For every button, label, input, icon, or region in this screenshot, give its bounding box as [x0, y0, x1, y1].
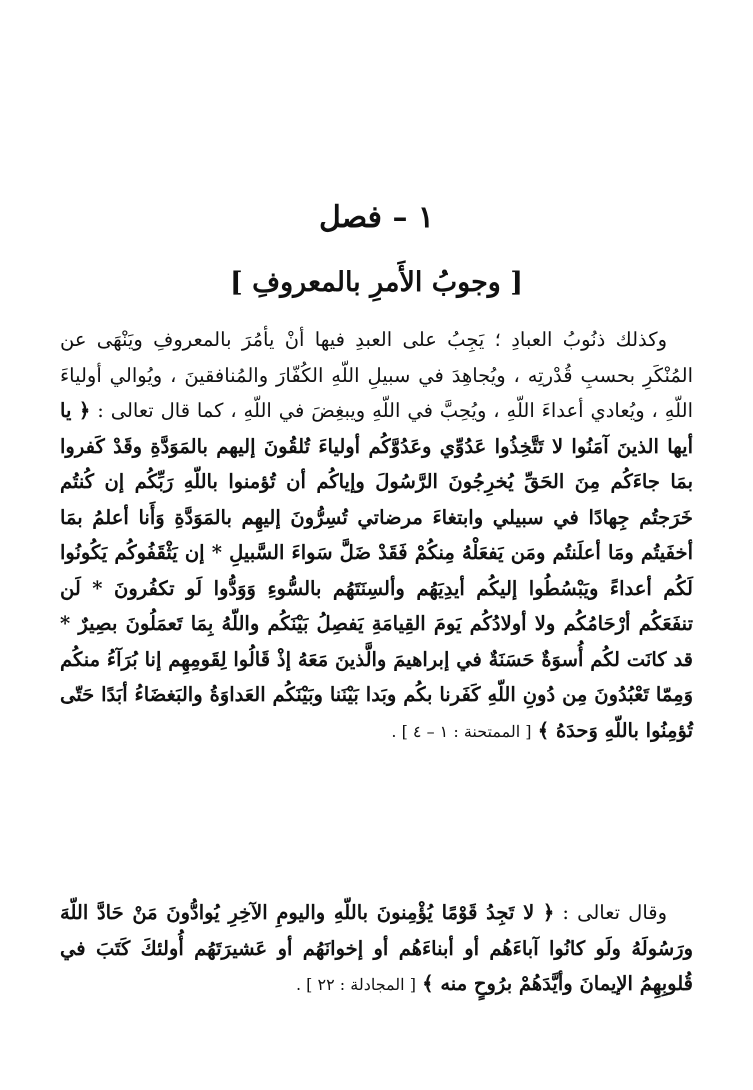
section-close-bracket: ] — [229, 267, 243, 298]
section-title: وجوبُ الأَمرِ بالمعروفِ — [252, 267, 501, 298]
verse-reference: [ المجادلة : ٢٢ ] . — [296, 975, 416, 994]
paragraph-intro: وكذلك ذنُوبُ العبادِ ؛ يَجِبُ على العبدِ فيها أنْ يأمُرَ بالمعروفِ ويَنْهَى عن المُنْكَرِ بحسبِ قُدْرتِه ، ويُجاهِدَ في سبيلِ اللّهِ الكُفّارَ والمُنافقينَ ، ويُوالي أولياءَ اللّهِ ، ويُعادي أعداءَ اللّهِ ، ويُحِبَّ في اللّهِ ويبغِضَ في اللّهِ ، كما قال تعالى : — [60, 328, 693, 422]
section-open-bracket: [ — [510, 267, 524, 298]
chapter-heading — [0, 196, 753, 240]
section-heading — [0, 262, 753, 304]
quran-verse: ﴿ لا تَجِدُ قَوْمًا يُؤْمِنونَ باللّهِ واليومِ الآخِرِ يُوادُّونَ مَنْ حَادَّ اللّهَ ورَسُولَهُ ولَو كانُوا آباءَهُم أو أبناءَهُم أو إخوانَهُم أو عَشيرَتَهُم أُولئكَ كَتَبَ في قُلوبِهِمُ الإيمانَ وأيَّدَهُمْ برُوحٍ منه ﴾ — [60, 901, 693, 995]
paragraph-second-verse — [60, 895, 693, 1003]
paragraph-intro: وقال تعالى : — [562, 901, 668, 924]
chapter-number: ١ — [417, 200, 435, 235]
chapter-title: فصل — [318, 200, 383, 235]
paragraph-body — [60, 322, 693, 749]
quran-verse: ﴿ يا أيها الذينَ آمَنُوا لا تَتَّخِذُوا عَدُوِّي وعَدُوَّكُم أولياءَ تُلقُونَ إليهم بالمَوَدَّةِ وقَدْ كَفروا بمَا جاءَكُم مِنَ الحَقِّ يُخرِجُونَ الرَّسُولَ وإياكُم أن تُؤمنوا باللّهِ رَبِّكُم إن كُنتُم خَرَجتُم جِهادًا في سبيلي وابتغاءَ مرضاتي تُسِرُّونَ إليهِم بالمَوَدَّةِ وَأَنا أعلمُ بمَا أخفَيتُم ومَا أعلَنتُم ومَن يَفعَلْهُ مِنكُمْ فَقَدْ ضَلَّ سَواءَ السَّبيلِ * إن يَثْقَفُوكُم يَكُونُوا لَكُم أعداءً ويَبْسُطُوا إليكُم أيدِيَهُم وألسِنَتَهُم بالسُّوءِ وَوَدُّوا لَو تكفُرونَ * لَن تنفَعَكُم أرْحَامُكُم ولا أولادُكُم يَومَ القِيامَةِ يَفصِلُ بَيْنَكُم واللّهُ بِمَا تَعمَلُونَ بصِيرٌ * قد كانَت لكُم أُسوَةٌ حَسَنَةٌ في إبراهيمَ والَّذينَ مَعَهُ إذْ قَالُوا لِقَومِهِم إنا بُرَآءُ منكُم وَمِمّا تَعْبُدُونَ مِن دُونِ اللّهِ كَفَرنا بكُم وبَدا بَيْنَنا وبَيْنَكُم العَداوَةُ والبَغضَاءُ أبَدًا حَتّى تُؤمِنُوا باللّهِ وَحدَهُ ﴾ — [60, 399, 693, 742]
verse-reference: [ الممتحنة : ١ – ٤ ] . — [391, 721, 532, 741]
paragraph-obligation — [60, 322, 693, 749]
chapter-dash: – — [392, 200, 408, 235]
paragraph-body — [60, 895, 693, 1003]
